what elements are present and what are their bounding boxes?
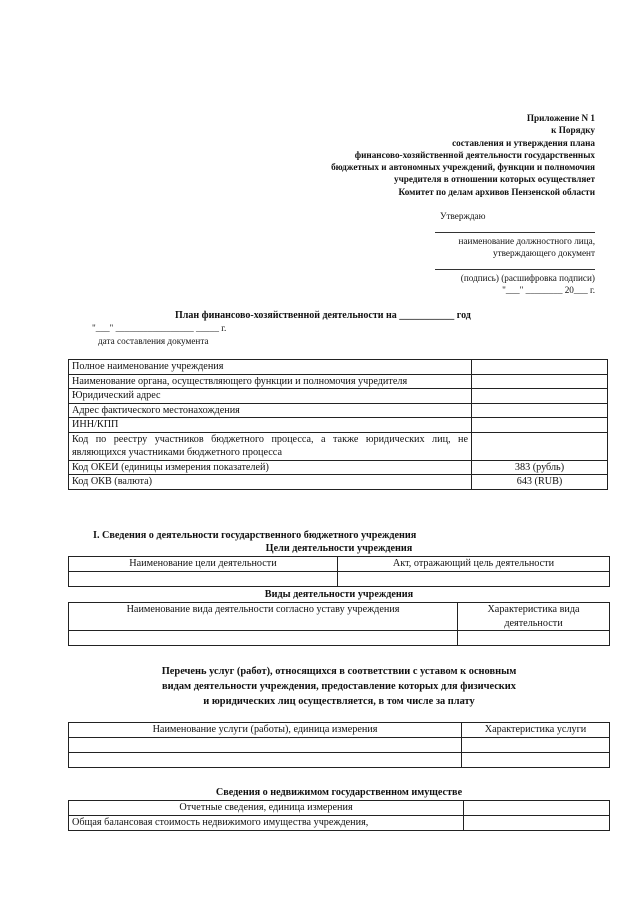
appendix-line: бюджетных и автономных учреждений, функции и полномочия xyxy=(331,162,595,173)
column-header: Наименование вида деятельности согласно уставу учреждения xyxy=(69,603,458,631)
column-header: Отчетные сведения, единица измерения xyxy=(69,801,464,816)
column-header: Наименование услуги (работы), единица измерения xyxy=(69,723,462,738)
row-value[interactable] xyxy=(472,360,608,375)
activities-title: Виды деятельности учреждения xyxy=(264,589,414,600)
signature-line xyxy=(435,230,595,233)
table-cell[interactable] xyxy=(464,801,610,816)
table-cell[interactable] xyxy=(462,753,610,768)
row-label: Код ОКЕИ (единицы измерения показателей) xyxy=(69,460,472,475)
table-row xyxy=(69,460,608,475)
table-row xyxy=(69,374,608,389)
table-cell[interactable] xyxy=(69,631,458,646)
row-label: Юридический адрес xyxy=(69,389,472,404)
table-cell[interactable] xyxy=(458,631,610,646)
row-label: Код по реестру участников бюджетного процесса, а также юридических лиц, не являющихся участниками бюджетного процесса xyxy=(69,432,472,460)
services-title-line: видам деятельности учреждения, предоставление которых для физических xyxy=(162,681,516,692)
row-label: Полное наименование учреждения xyxy=(69,360,472,375)
table-row xyxy=(69,571,610,586)
table-cell[interactable] xyxy=(69,571,338,586)
appendix-line: к Порядку xyxy=(551,125,595,136)
table-cell[interactable] xyxy=(69,753,462,768)
column-header: Характеристика вида деятельности xyxy=(458,603,610,631)
row-label: ИНН/КПП xyxy=(69,418,472,433)
row-value: 643 (RUB) xyxy=(472,475,608,490)
table-header-row xyxy=(69,723,610,738)
table-cell[interactable] xyxy=(462,738,610,753)
column-header: Характеристика услуги xyxy=(462,723,610,738)
appendix-header xyxy=(331,112,595,198)
table-row xyxy=(69,418,608,433)
row-label: Общая балансовая стоимость недвижимого имущества учреждения, xyxy=(69,816,464,831)
row-value[interactable] xyxy=(472,403,608,418)
table-row xyxy=(69,432,608,460)
appendix-line: Комитет по делам архивов Пензенской области xyxy=(398,186,595,197)
table-row xyxy=(69,389,608,404)
signature-caption: (подпись) (расшифровка подписи) xyxy=(460,273,595,283)
plan-date-caption: дата составления документа xyxy=(98,336,209,346)
appendix-line: составления и утверждения плана xyxy=(452,137,595,148)
table-row xyxy=(69,816,610,831)
services-table xyxy=(68,722,610,768)
services-title xyxy=(68,664,610,709)
appendix-line: финансово-хозяйственной деятельности государственных xyxy=(354,149,595,160)
institution-table xyxy=(68,359,608,490)
column-header: Наименование цели деятельности xyxy=(69,557,338,572)
signature-line xyxy=(435,267,595,270)
property-title: Сведения о недвижимом государственном имуществе xyxy=(215,787,463,798)
table-cell[interactable] xyxy=(464,816,610,831)
table-row xyxy=(69,738,610,753)
table-row xyxy=(69,403,608,418)
table-row xyxy=(69,631,610,646)
table-row xyxy=(69,360,608,375)
row-value: 383 (рубль) xyxy=(472,460,608,475)
table-header-row xyxy=(69,557,610,572)
approval-title: Утверждаю xyxy=(440,211,486,221)
position-caption: наименование должностного лица, xyxy=(458,236,595,246)
goals-title: Цели деятельности учреждения xyxy=(265,543,413,554)
row-label: Код ОКВ (валюта) xyxy=(69,475,472,490)
plan-date-line: "___" _________________ _____ г. xyxy=(92,323,227,333)
approval-date: "___" ________ 20___ г. xyxy=(502,285,595,295)
plan-title: План финансово-хозяйственной деятельности на ___________ год xyxy=(175,310,471,321)
table-header-row xyxy=(69,603,610,631)
row-label: Наименование органа, осуществляющего функции и полномочия учредителя xyxy=(69,374,472,389)
table-cell[interactable] xyxy=(69,738,462,753)
approval-block xyxy=(375,210,595,296)
services-title-line: Перечень услуг (работ), относящихся в соответствии с уставом к основным xyxy=(161,666,517,677)
section-title: I. Сведения о деятельности государственного бюджетного учреждения xyxy=(93,530,417,541)
table-header-row xyxy=(69,801,610,816)
column-header: Акт, отражающий цель деятельности xyxy=(338,557,610,572)
goals-table xyxy=(68,556,610,587)
activities-table xyxy=(68,602,610,646)
appendix-line: Приложение N 1 xyxy=(526,113,595,123)
table-row xyxy=(69,475,608,490)
row-value[interactable] xyxy=(472,374,608,389)
row-value[interactable] xyxy=(472,418,608,433)
row-label: Адрес фактического местонахождения xyxy=(69,403,472,418)
position-caption: утверждающего документ xyxy=(492,248,595,258)
table-cell[interactable] xyxy=(338,571,610,586)
row-value[interactable] xyxy=(472,432,608,460)
property-table xyxy=(68,800,610,831)
services-title-line: и юридических лиц осуществляется, в том числе за плату xyxy=(203,696,475,707)
appendix-line: учредителя в отношении которых осуществляет xyxy=(394,174,595,185)
row-value[interactable] xyxy=(472,389,608,404)
table-row xyxy=(69,753,610,768)
